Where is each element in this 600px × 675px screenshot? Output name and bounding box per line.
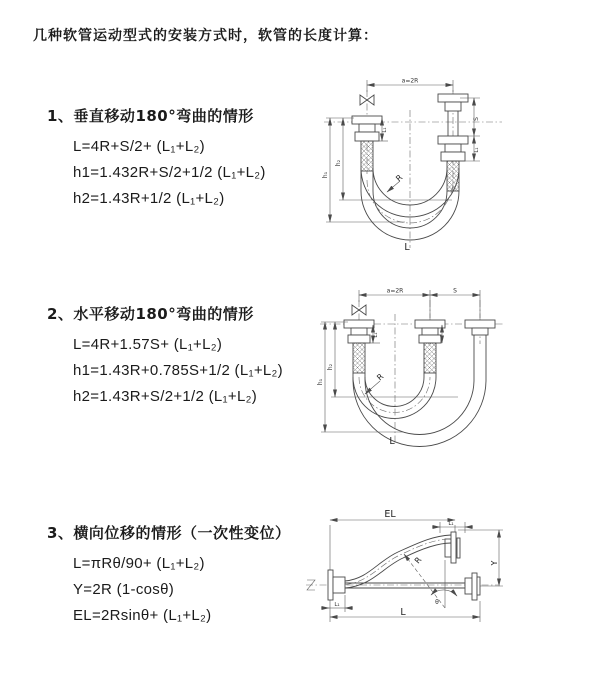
formula: h2=1.43R+1/2 (L₁+L₂): [73, 190, 225, 207]
dim-label-el: EL: [384, 509, 396, 520]
dim-s: [430, 288, 480, 296]
dim-label-h2: h₂: [335, 159, 342, 167]
dim-label-h1: h₁: [317, 378, 324, 386]
dim-label-r: R: [375, 371, 386, 383]
section-lateral-displacement: [47, 522, 332, 629]
radius-callout: [387, 173, 405, 192]
section-1-heading: 1、垂直移动180°弯曲的情形: [47, 107, 254, 125]
dim-label-l1: L₁: [373, 332, 379, 338]
dim-label-h2: h₂: [327, 363, 334, 371]
formula: h2=1.43R+S/2+1/2 (L₁+L₂): [73, 388, 258, 405]
section-1-formulas: [47, 134, 332, 212]
diagram-horizontal-180-bend: [308, 282, 600, 457]
dim-label-s: S: [473, 117, 480, 121]
dim-label-l1-bottom: L₁: [334, 602, 340, 608]
formula: L=πRθ/90+ (L₁+L₂): [73, 555, 205, 572]
hose-s-curve: [345, 535, 451, 588]
angle-theta: [431, 590, 457, 606]
left-hose-fitting: [352, 116, 382, 171]
diagram-lateral-displacement: [298, 505, 600, 640]
dim-label-l1-top: L₁: [448, 521, 454, 527]
formula: L=4R+S/2+ (L₁+L₂): [73, 138, 205, 155]
upper-flange: [445, 532, 460, 563]
dim-label-l1-right: L₁: [474, 147, 480, 153]
dim-label-r: R: [412, 555, 424, 566]
section-horizontal-bend: [47, 303, 332, 410]
dim-label-l: L: [404, 242, 410, 253]
dim-label-s: S: [453, 287, 457, 295]
formula: L=4R+1.57S+ (L₁+L₂): [73, 336, 223, 353]
dim-label-theta: θ: [435, 599, 439, 606]
dim-s: [460, 98, 480, 136]
dim-label-l1-left: L₁: [382, 127, 388, 133]
hose-u-bend: [353, 373, 486, 447]
section-vertical-bend: [47, 105, 332, 212]
radius-callout: [404, 554, 445, 608]
diagram-vertical-180-bend: [310, 70, 600, 255]
dim-l: [330, 601, 480, 622]
formula: EL=2Rsinθ+ (L₁+L₂): [73, 607, 212, 624]
straight-pipe-original-position: [345, 573, 480, 600]
centerlines: [324, 90, 502, 248]
right-hose-fitting-upper: [438, 94, 468, 136]
dim-label-a2r: a=2R: [386, 287, 404, 295]
left-hose-fitting: [344, 320, 374, 373]
dim-h2: [335, 118, 452, 200]
dim-a2r: [367, 78, 453, 93]
section-2-heading: 2、水平移动180°弯曲的情形: [47, 305, 254, 323]
section-3-formulas: [47, 551, 332, 629]
middle-hose-fitting: [415, 320, 445, 373]
dim-label-l: L: [389, 436, 395, 447]
dim-label-a2r: a=2R: [401, 77, 419, 85]
section-2-formulas: [47, 332, 332, 410]
dim-label-h1: h₁: [322, 171, 329, 179]
right-hose-fitting-displaced: [465, 320, 495, 380]
page-title: 几种软管运动型式的安装方式时，软管的长度计算：: [33, 28, 378, 44]
dim-label-l: L: [400, 607, 406, 618]
dim-l1-bottom: [321, 595, 353, 612]
formula: h1=1.432R+S/2+1/2 (L₁+L₂): [73, 164, 266, 181]
dim-l1-top: [432, 521, 473, 533]
dim-label-y: Y: [490, 560, 499, 566]
dim-label-r: R: [394, 172, 405, 184]
section-3-heading: 3、横向位移的情形（一次性变位）: [47, 524, 291, 542]
formula: h1=1.43R+0.785S+1/2 (L₁+L₂): [73, 362, 283, 379]
dim-a2r: [359, 288, 480, 319]
formula: Y=2R (1-cosθ): [73, 581, 175, 598]
